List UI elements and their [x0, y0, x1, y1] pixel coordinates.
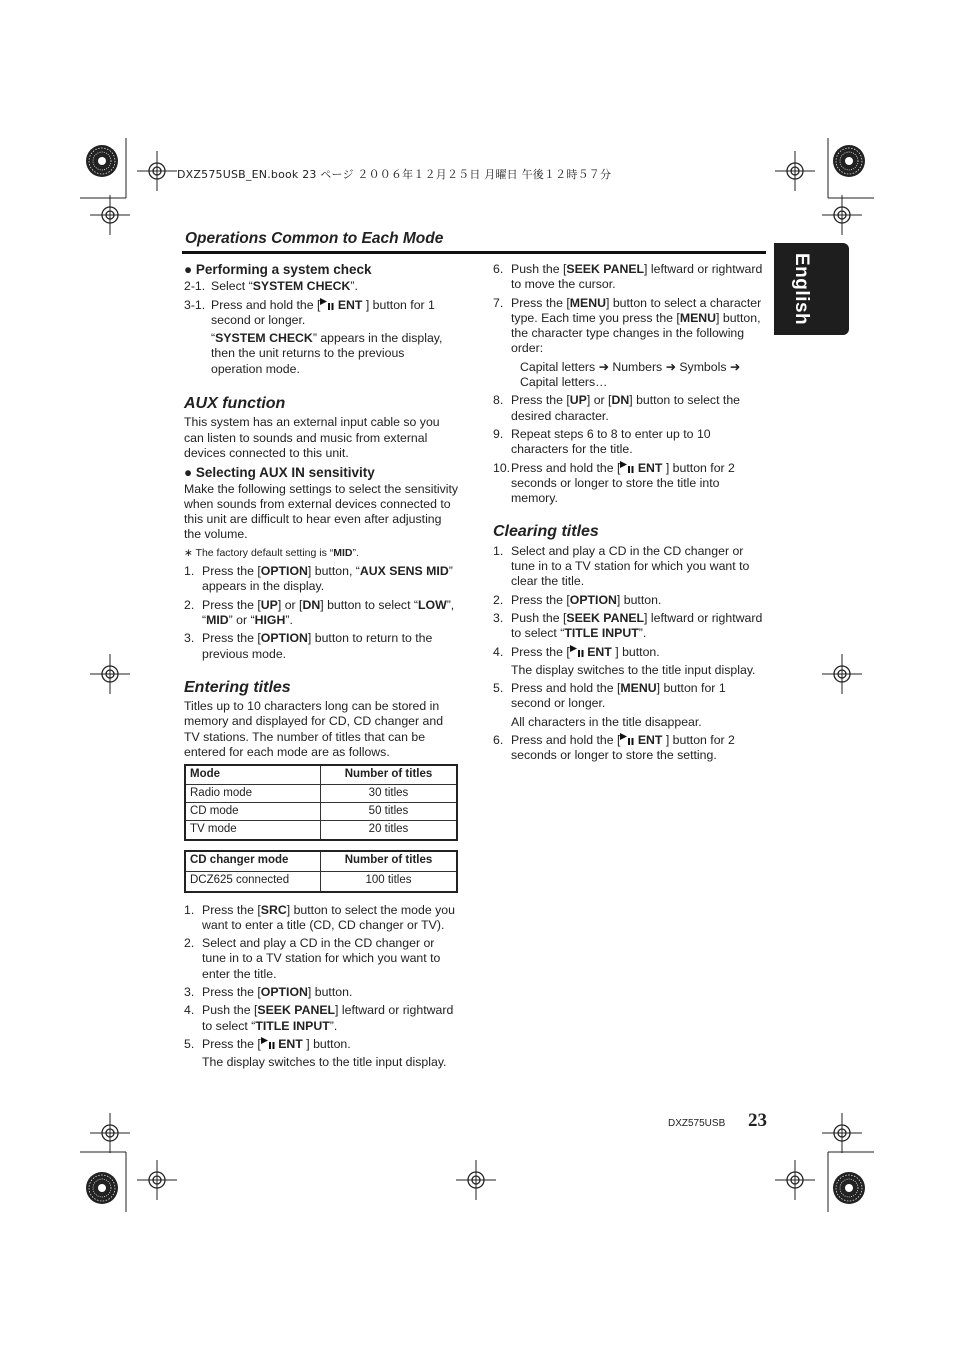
perform-step-2-1: 2-1. Select “SYSTEM CHECK”.	[184, 279, 358, 294]
language-tab-label: English	[791, 253, 812, 326]
entering-step-5-result: The display switches to the title input display.	[202, 1055, 447, 1070]
entering-step-10: 10. Press and hold the [ ENT ] button for 2 seconds or longer to store the title into memory.	[493, 460, 735, 506]
table-row: Radio mode 30 titles	[185, 784, 457, 802]
registration-cross-icon	[90, 195, 130, 235]
language-tab	[774, 243, 849, 335]
aux-sub-heading: ● Selecting AUX IN sensitivity	[184, 465, 375, 481]
aux-intro: This system has an external input cable so you can listen to sounds and music from external devices connected to this unit.	[184, 415, 440, 460]
clearing-step-4: 4. Press the [ ENT ] button.	[493, 644, 660, 659]
clearing-step-2: 2. Press the [OPTION] button.	[493, 592, 662, 607]
aux-step-2: 2. Press the [UP] or [DN] button to select “LOW”, “MID” or “HIGH”.	[184, 597, 455, 627]
right-column	[493, 262, 767, 764]
registration-cross-icon	[137, 1160, 177, 1200]
entering-step-2: 2. Select and play a CD in the CD changer or tune in to a TV station for which you want to enter the title.	[184, 936, 441, 981]
table-row: CD mode 50 titles	[185, 802, 457, 820]
entering-title: Entering titles	[184, 678, 291, 696]
title-rule	[182, 251, 766, 254]
clearing-step-6: 6. Press and hold the [ ENT ] button for 2 seconds or longer to store the setting.	[493, 733, 735, 763]
section-title: Operations Common to Each Mode	[185, 230, 444, 247]
registration-star-icon	[86, 1172, 118, 1204]
entering-intro: Titles up to 10 characters long can be stored in memory and displayed for CD, CD changer and TV stations. The number of titles that can be entered for each mode are as follows.	[184, 699, 444, 760]
aux-step-1: 1. Press the [OPTION] button, “AUX SENS MID” appears in the display.	[184, 564, 453, 594]
aux-sub-text: Make the following settings to select the sensitivity when sounds from external devices connected to this unit are difficult to hear even after adjusting the volume.	[184, 481, 459, 542]
table-header: Number of titles	[321, 765, 458, 784]
registration-star-icon	[86, 145, 118, 177]
play-pause-icon	[320, 298, 334, 310]
entering-step-3: 3. Press the [OPTION] button.	[184, 984, 353, 999]
clearing-step-5-result: All characters in the title disappear.	[511, 714, 702, 729]
perform-heading: ● Performing a system check	[184, 262, 372, 277]
entering-step-6: 6. Push the [SEEK PANEL] leftward or rightward to move the cursor.	[493, 262, 763, 292]
registration-cross-icon	[90, 654, 130, 694]
entering-step-8: 8. Press the [UP] or [DN] button to select the desired character.	[493, 393, 740, 423]
table-header: Number of titles	[321, 851, 458, 872]
aux-step-3: 3. Press the [OPTION] button to return to the previous mode.	[184, 631, 433, 661]
registration-star-icon	[833, 1172, 865, 1204]
registration-cross-icon	[775, 151, 815, 191]
table-row: TV mode 20 titles	[185, 821, 457, 840]
aux-note: ∗ The factory default setting is “MID”.	[184, 546, 359, 559]
entering-step-1: 1. Press the [SRC] button to select the mode you want to enter a title (CD, CD changer or TV).	[184, 902, 455, 932]
character-sequence: Capital letters ➜ Numbers ➜ Symbols ➜ Capital letters…	[520, 359, 741, 390]
changer-table	[184, 850, 458, 893]
registration-cross-icon	[90, 1113, 130, 1153]
footer-model: DXZ575USB	[668, 1118, 726, 1129]
perform-step-3-1: 3-1. Press and hold the [ ENT ] button for 1 second or longer.	[184, 297, 435, 327]
clearing-step-5: 5. Press and hold the [MENU] button for 1 second or longer.	[493, 681, 726, 711]
registration-cross-icon	[137, 151, 177, 191]
table-header: CD changer mode	[185, 851, 321, 872]
entering-step-7: 7. Press the [MENU] button to select a character type. Each time you press the [MENU] button, the character type changes in the following order:	[493, 295, 762, 356]
registration-cross-icon	[456, 1160, 496, 1200]
registration-cross-icon	[775, 1160, 815, 1200]
play-pause-icon	[570, 645, 584, 657]
clearing-step-3: 3. Push the [SEEK PANEL] leftward or rightward to select “TITLE INPUT”.	[493, 610, 763, 641]
titles-table	[184, 764, 458, 840]
clearing-step-1: 1. Select and play a CD in the CD changer or tune in to a TV station for which you want to clear the title.	[493, 543, 750, 589]
play-pause-icon	[620, 733, 634, 745]
registration-cross-icon	[822, 195, 862, 235]
play-pause-icon	[620, 461, 634, 473]
clearing-step-4-result: The display switches to the title input display.	[511, 662, 756, 677]
play-pause-icon	[261, 1037, 275, 1049]
perform-result: “SYSTEM CHECK” appears in the display, then the unit returns to the previous operation mode.	[211, 331, 443, 376]
page-number: 23	[748, 1110, 767, 1131]
left-column	[184, 262, 459, 1070]
registration-star-icon	[833, 145, 865, 177]
entering-step-5: 5. Press the [ ENT ] button.	[184, 1036, 351, 1051]
book-header: DXZ575USB_EN.book 23 ページ ２００６年１２月２５日 月曜日 午後１２時５７分	[177, 168, 612, 181]
aux-title: AUX function	[184, 395, 286, 413]
registration-cross-icon	[822, 654, 862, 694]
clearing-title: Clearing titles	[493, 523, 599, 541]
registration-cross-icon	[822, 1113, 862, 1153]
entering-step-9: 9. Repeat steps 6 to 8 to enter up to 10 characters for the title.	[493, 426, 711, 457]
entering-step-4: 4. Push the [SEEK PANEL] leftward or rightward to select “TITLE INPUT”.	[184, 1003, 454, 1033]
table-row: DCZ625 connected 100 titles	[185, 871, 457, 892]
table-header: Mode	[185, 765, 321, 784]
